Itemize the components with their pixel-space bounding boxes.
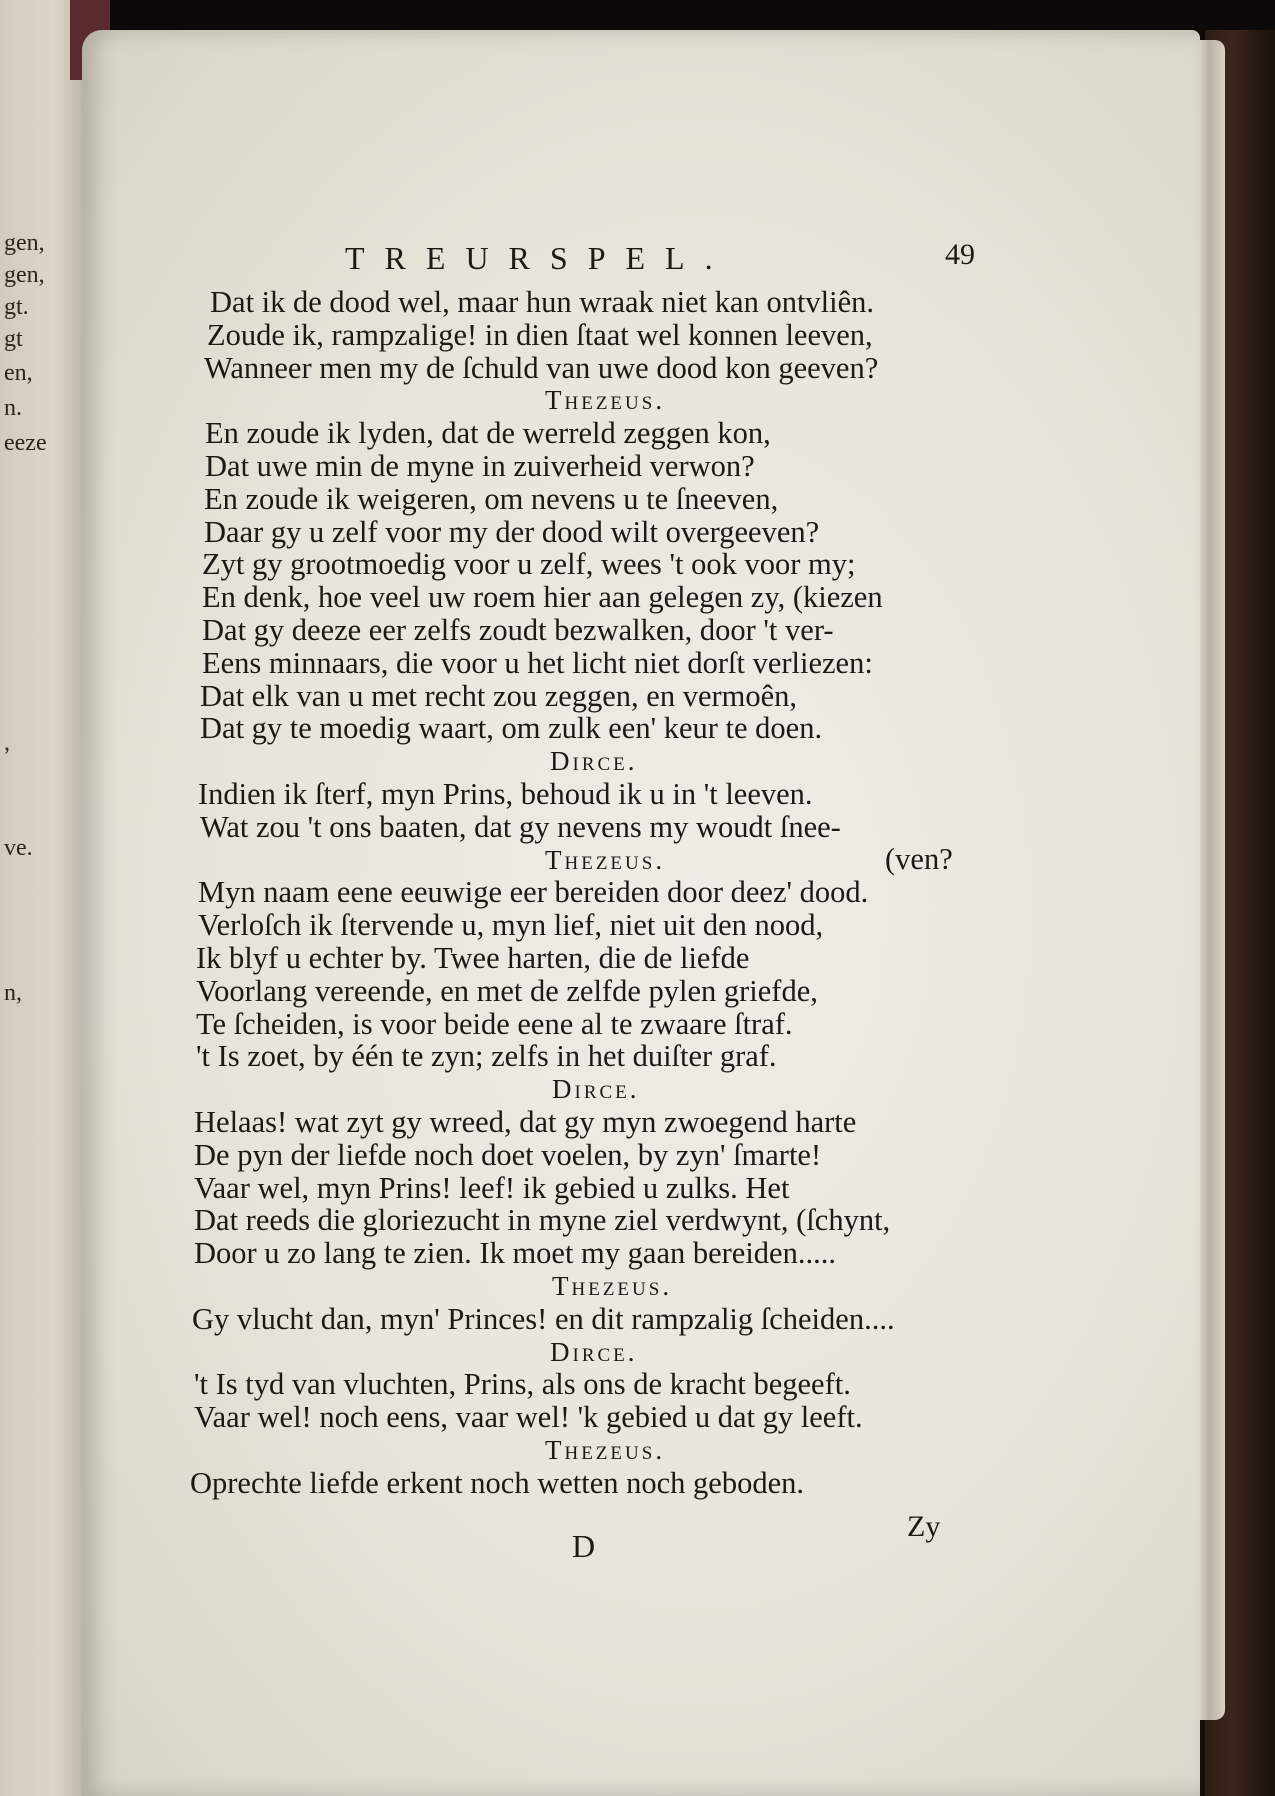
verse-line: Dat uwe min de myne in zuiverheid verwon? bbox=[205, 449, 755, 483]
speaker-name: Thezeus. bbox=[545, 1435, 666, 1465]
speaker-name: Thezeus. bbox=[552, 1271, 673, 1301]
verse-line: Door u zo lang te zien. Ik moet my gaan bereiden..... bbox=[194, 1236, 836, 1271]
verse-line: Te ſcheiden, is voor beide eene al te zwaare ſtraf. bbox=[196, 1006, 793, 1041]
left-page-fragment: n, bbox=[4, 980, 22, 1006]
verse-line: Dat gy deeze eer zelfs zoudt bezwalken, door 't ver- bbox=[202, 613, 834, 647]
verse-line: En zoude ik lyden, dat de werreld zeggen kon, bbox=[205, 416, 771, 451]
verse-line: Myn naam eene eeuwige eer bereiden door deez' dood. bbox=[198, 875, 869, 910]
left-page-fragment: eeze bbox=[4, 430, 47, 456]
verse-line: Zyt gy grootmoedig voor u zelf, wees 't ook voor my; bbox=[202, 547, 856, 582]
speaker-name: Dirce. bbox=[550, 746, 638, 777]
verse-line: Ik blyf u echter by. Twee harten, die de liefde bbox=[196, 941, 750, 975]
verse-line: Dat elk van u met recht zou zeggen, en vermoên, bbox=[200, 678, 798, 713]
left-page-fragment: , bbox=[4, 730, 10, 756]
verse-line: Dat gy te moedig waart, om zulk een' keur te doen. bbox=[200, 711, 823, 746]
left-page-fragment: gen, bbox=[4, 262, 45, 288]
verse-line: En zoude ik weigeren, om nevens u te ſneeven, bbox=[204, 481, 779, 516]
left-page-fragment: ve. bbox=[4, 835, 33, 861]
verse-line: Gy vlucht dan, myn' Princes! en dit rampzalig ſcheiden.... bbox=[192, 1301, 895, 1336]
speaker-name: Dirce. bbox=[552, 1074, 640, 1105]
running-head: TREURSPEL. bbox=[345, 240, 733, 276]
speaker-name: Dirce. bbox=[550, 1336, 638, 1367]
verse-line: Zoude ik, rampzalige! in dien ſtaat wel konnen leeven, bbox=[207, 317, 873, 352]
left-page-fragment: gt. bbox=[4, 294, 29, 320]
verse-line: Wat zou 't ons baaten, dat gy nevens my woudt ſnee- bbox=[200, 809, 841, 844]
left-page-fragment: gen, bbox=[4, 230, 45, 256]
page-number: 49 bbox=[945, 238, 975, 271]
verse-line: 't Is tyd van vluchten, Prins, als ons de kracht begeeft. bbox=[194, 1367, 851, 1402]
left-page-fragment: en, bbox=[4, 360, 33, 386]
left-page bbox=[0, 0, 90, 1796]
catchword: Zy bbox=[907, 1510, 941, 1543]
verse-line: Daar gy u zelf voor my der dood wilt overgeeven? bbox=[204, 514, 820, 549]
verse-line: Wanneer men my de ſchuld van uwe dood kon geeven? bbox=[204, 350, 879, 385]
left-page-fragment: gt bbox=[4, 326, 23, 352]
signature-mark: D bbox=[572, 1528, 596, 1564]
verse-line: De pyn der liefde noch doet voelen, by zyn' ſmarte! bbox=[194, 1137, 822, 1172]
verse-line: En denk, hoe veel uw roem hier aan gelegen zy, (kiezen bbox=[202, 580, 883, 615]
verse-turnover: (ven? bbox=[885, 841, 953, 876]
verse-line: Dat ik de dood wel, maar hun wraak niet kan ontvliên. bbox=[210, 285, 875, 319]
verse-line: Oprechte liefde erkent noch wetten noch geboden. bbox=[190, 1465, 804, 1500]
speaker-name: Thezeus. bbox=[545, 385, 666, 416]
verse-line: Verloſch ik ſtervende u, myn lief, niet uit den nood, bbox=[198, 908, 824, 943]
verse-line: Indien ik ſterf, myn Prins, behoud ik u in 't leeven. bbox=[198, 777, 813, 811]
verse-line: Vaar wel! noch eens, vaar wel! 'k gebied u dat gy leeft. bbox=[194, 1400, 863, 1435]
verse-line: Helaas! wat zyt gy wreed, dat gy myn zwoegend harte bbox=[194, 1105, 857, 1139]
verse-line: Eens minnaars, die voor u het licht niet dorſt verliezen: bbox=[202, 645, 873, 680]
verse-line: Voorlang vereende, en met de zelfde pylen griefde, bbox=[196, 973, 818, 1008]
speaker-name: Thezeus. bbox=[545, 844, 666, 875]
verse-line: Dat reeds die gloriezucht in myne ziel verdwynt, (ſchynt, bbox=[194, 1203, 891, 1238]
left-page-fragment: n. bbox=[4, 395, 22, 421]
verse-line: 't Is zoet, by één te zyn; zelfs in het duiſter graf. bbox=[196, 1039, 777, 1074]
verse-line: Vaar wel, myn Prins! leef! ik gebied u zulks. Het bbox=[194, 1170, 790, 1205]
